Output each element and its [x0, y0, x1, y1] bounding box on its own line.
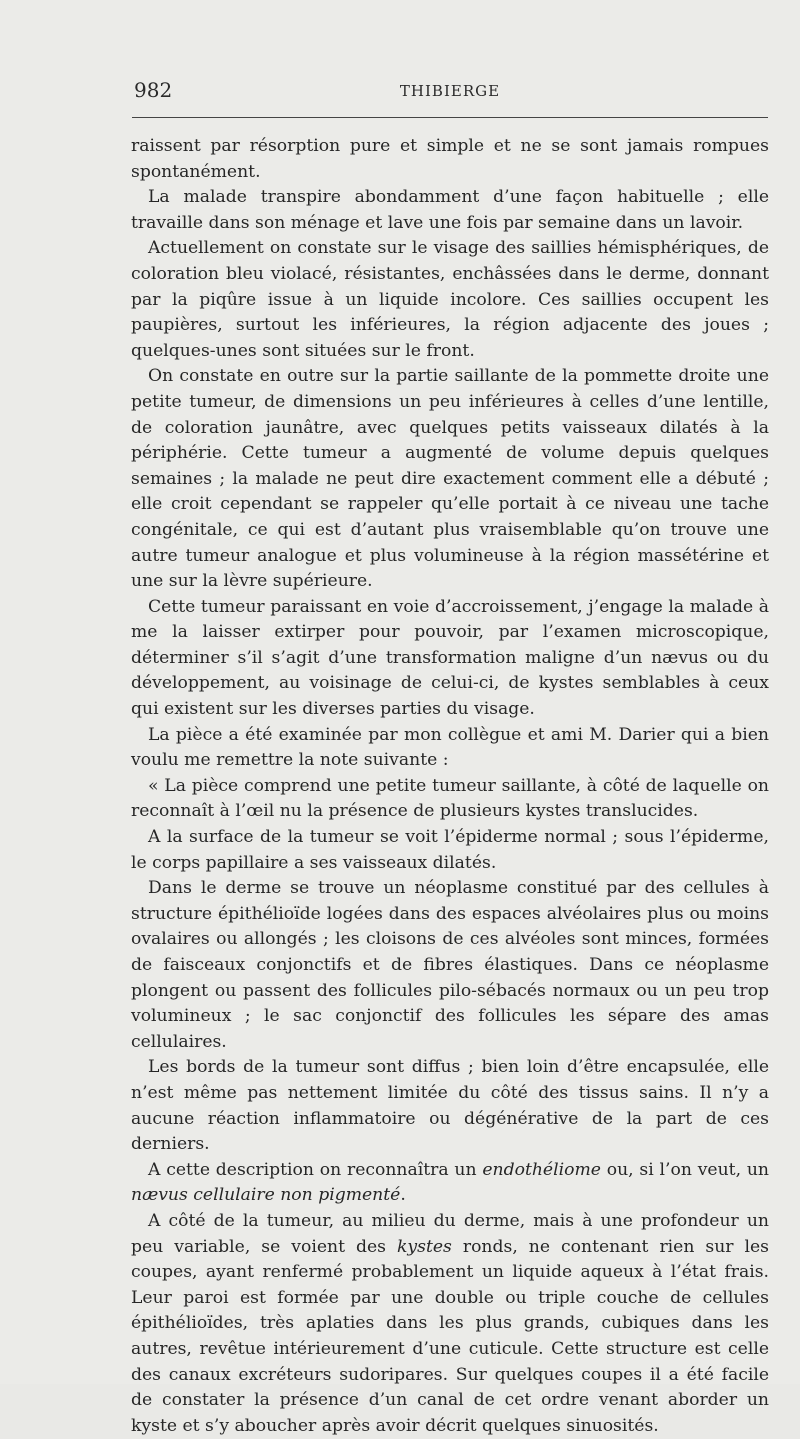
paragraph: Dans le derme se trouve un néoplasme constitué par des cellules à structure épithélioïde logées dans des espaces alvéolaires plus ou moins ovalaires ou allongés ; les cloisons de ces alvéoles sont minces, formées de faisceaux conjonctifs et de fibres élastiques. Dans ce néoplasme plongent ou passent des follicules pilo-sébacés normaux ou un peu trop volumineux ; le sac conjonctif des follicules les sépare des amas cellulaires. [131, 878, 769, 1052]
paragraph: Les bords de la tumeur sont diffus ; bien loin d’être encapsulée, elle n’est même pas nettement limitée du côté des tissus sains. Il n’y a aucune réaction inflammatoire ou dégénérative de la part de ces derniers. [131, 1057, 769, 1155]
italic-term: kystes [397, 1236, 452, 1257]
italic-term: endothéliome [482, 1159, 601, 1180]
paragraph: La pièce a été examinée par mon collègue et ami M. Darier qui a bien voulu me remettre la note suivante : [131, 724, 769, 771]
paragraph: A la surface de la tumeur se voit l’épiderme normal ; sous l’épiderme, le corps papillaire a ses vaisseaux dilatés. [131, 827, 769, 873]
italic-term: nævus cellulaire non pigmenté [131, 1185, 401, 1206]
header-rule [132, 117, 768, 118]
body-text [131, 134, 769, 1439]
paragraph-with-italics [131, 1158, 769, 1209]
page-header [132, 78, 768, 108]
paragraph-with-italics [131, 1209, 769, 1439]
paragraph: Actuellement on constate sur le visage des saillies hémisphériques, de coloration bleu violacé, résistantes, enchâssées dans le derme, donnant par la piqûre issue à un liquide incolore. Ces saillies occupent les paupières, surtout les inférieures, la région adjacente des joues ; quelques-unes sont situées sur le front. [131, 238, 769, 361]
text-run: A côté de la tumeur, au milieu du derme, mais à une profondeur un peu variable, se voient des [131, 1210, 769, 1257]
text-run: ronds, ne contenant rien sur les coupes, ayant renfermé probablement un liquide aqueux à l’état frais. Leur paroi est formée par une double ou triple couche de cellules épithélioïdes, très aplaties dans les plus grands, cubiques dans les autres, revêtue intérieurement d’une cuticule. Cette structure est celle des canaux excréteurs sudoripares. Sur quelques coupes il a été facile de constater la présence d’un canal de cet ordre venant aborder un kyste et s’y aboucher après avoir décrit quelques sinuosités. [131, 1236, 769, 1436]
paragraph: On constate en outre sur la partie saillante de la pommette droite une petite tumeur, de dimensions un peu inférieures à celles d’une lentille, de coloration jaunâtre, avec quelques petits vaisseaux dilatés à la périphérie. Cette tumeur a augmenté de volume depuis quelques semaines ; la malade ne peut dire exactement comment elle a débuté ; elle croit cependant se rappeler qu’elle portait à ce niveau une tache congénitale, ce qui est d’autant plus vraisemblable qu’on trouve une autre tumeur analogue et plus volumineuse à la région massétérine et une sur la lèvre supérieure. [131, 366, 769, 592]
paragraph: Cette tumeur paraissant en voie d’accroissement, j’engage la malade à me la laisser extirper pour pouvoir, par l’examen microscopique, déterminer s’il s’agit d’une transformation maligne d’un nævus ou du développement, au voisinage de celui-ci, de kystes semblables à ceux qui existent sur les diverses parties du visage. [131, 596, 769, 720]
text-run: . [400, 1185, 406, 1206]
paragraph-continued: raissent par résorption pure et simple et ne se sont jamais rompues spontanément. [131, 136, 769, 182]
paragraph: La malade transpire abondamment d’une façon habituelle ; elle travaille dans son ménage et lave une fois par semaine dans un lavoir. [131, 187, 769, 233]
page-number: 982 [134, 78, 173, 102]
running-head: THIBIERGE [399, 82, 501, 100]
text-run: A cette description on reconnaîtra un [148, 1159, 483, 1180]
text-run: ou, si l’on veut, un [600, 1159, 769, 1180]
quote-paragraph: « La pièce comprend une petite tumeur saillante, à côté de laquelle on reconnaît à l’œil nu la présence de plusieurs kystes translucides. [131, 775, 769, 822]
